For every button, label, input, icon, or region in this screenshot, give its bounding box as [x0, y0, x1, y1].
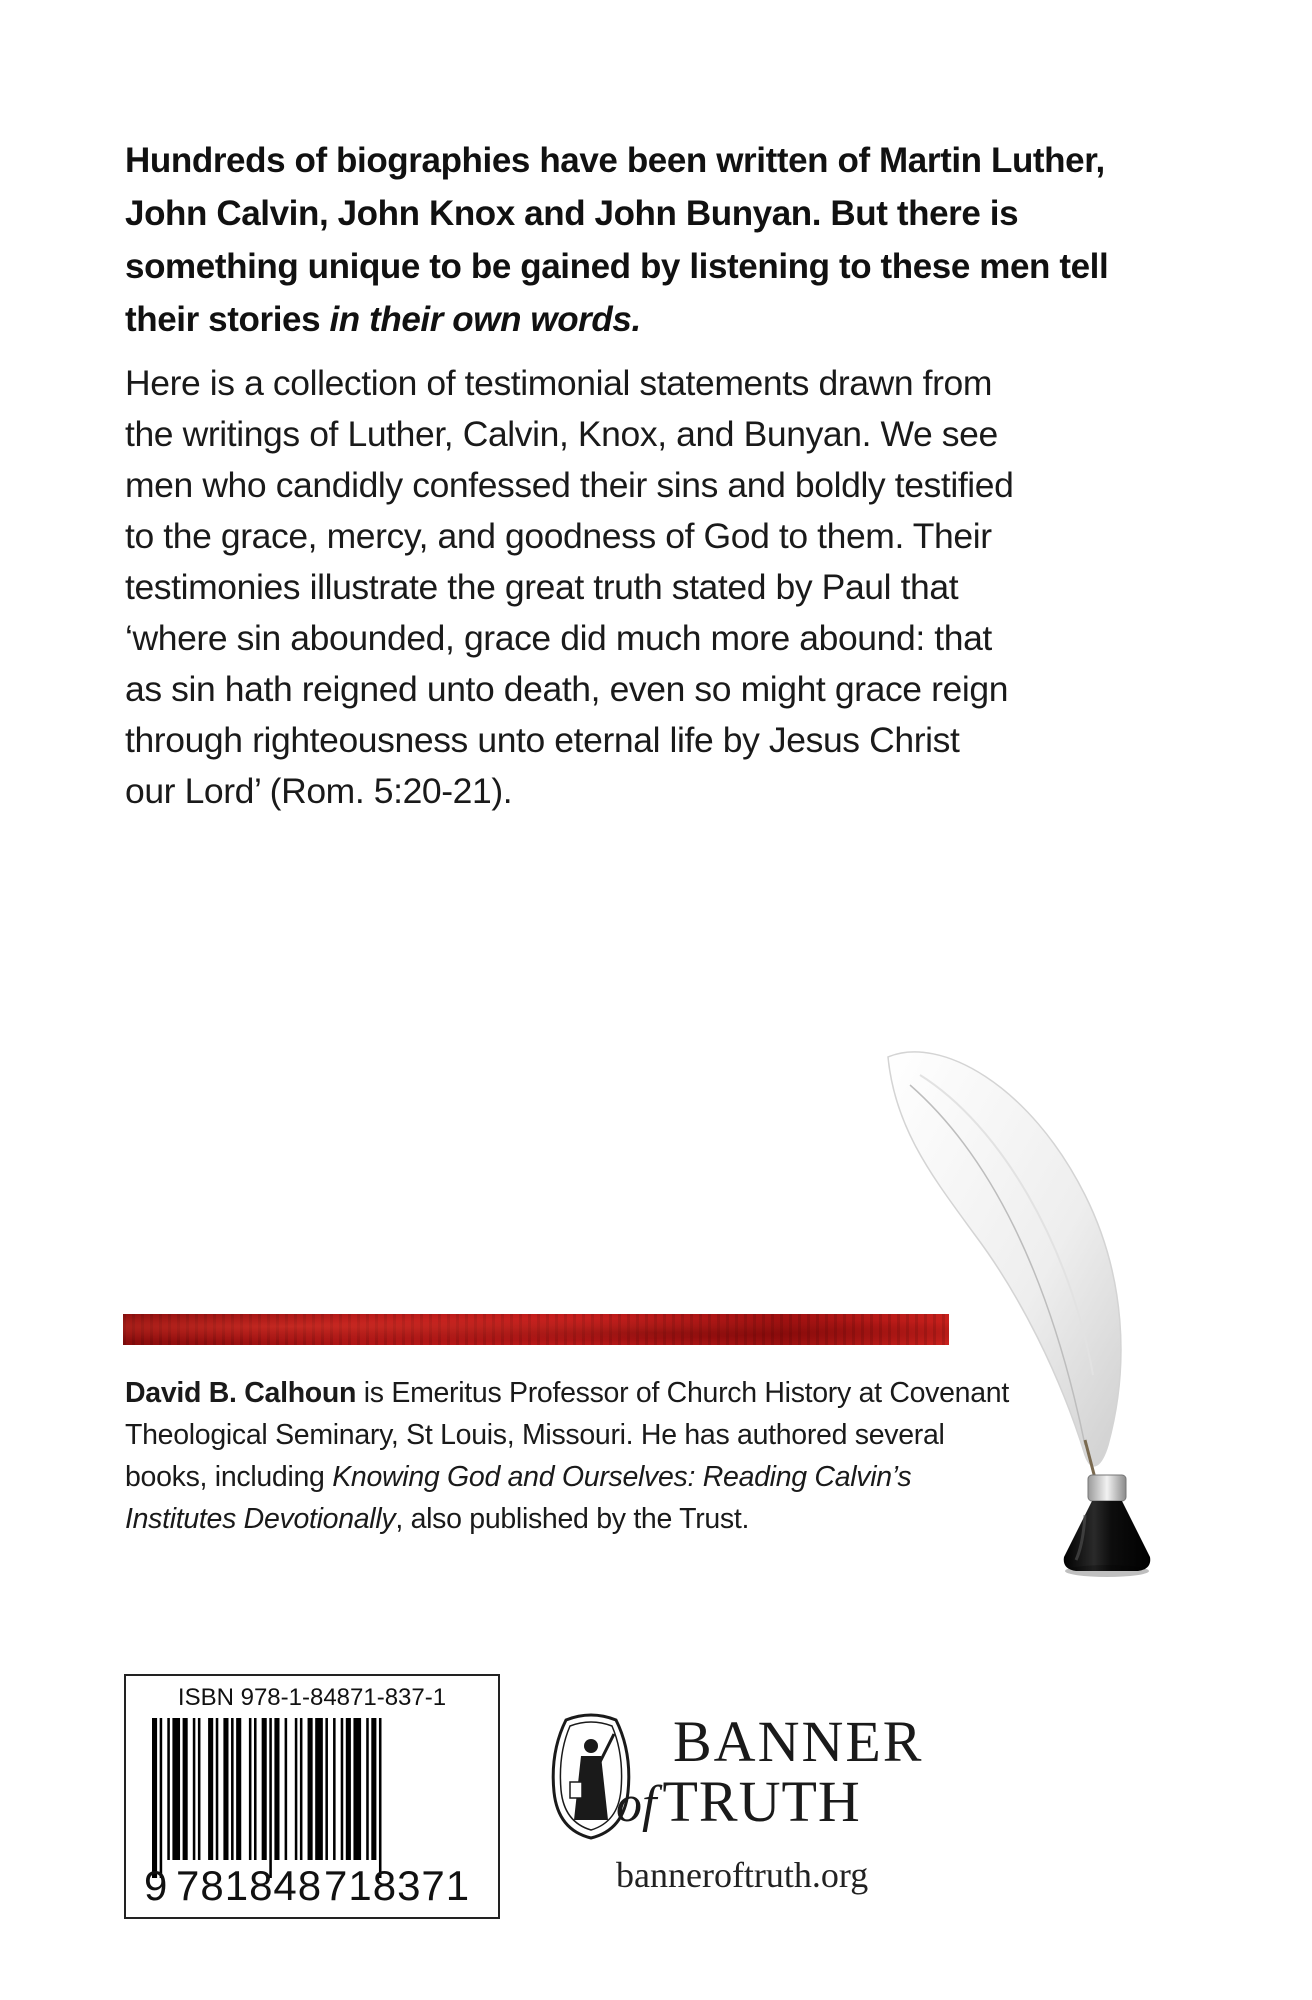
barcode-bar: [308, 1718, 313, 1860]
description-line: as sin hath reigned unto death, even so might grace reign: [125, 669, 1009, 709]
barcode-bar: [216, 1718, 219, 1860]
barcode-bar: [346, 1718, 351, 1860]
lead-text: Hundreds of biographies have been written of Martin Luther, John Calvin, John Knox and John Bunyan. But there is something unique to be gained by listening to these men tell their stories: [125, 141, 1109, 339]
description-line: the writings of Luther, Calvin, Knox, and Bunyan. We see: [125, 414, 998, 454]
isbn-label: ISBN 978-1-84871-837-1: [177, 1684, 447, 1711]
barcode-bar: [198, 1718, 201, 1860]
barcode-bars: [148, 1718, 468, 1878]
barcode-bar: [315, 1718, 323, 1860]
barcode-digits-right: 718371: [324, 1862, 471, 1909]
barcode-bar: [366, 1718, 369, 1860]
barcode-bar: [371, 1718, 376, 1860]
barcode-bar: [167, 1718, 170, 1860]
barcode-bar: [183, 1718, 188, 1860]
barcode-bar: [262, 1718, 267, 1860]
lead-paragraph: [125, 134, 1115, 346]
isbn-barcode: [124, 1674, 500, 1919]
barcode-bar: [152, 1718, 157, 1878]
author-name: David B. Calhoun: [125, 1377, 357, 1409]
publisher-truth: TRUTH: [662, 1769, 861, 1834]
barcode-bar: [379, 1718, 382, 1878]
publisher-name-banner: BANNER: [673, 1709, 924, 1774]
barcode-bar: [353, 1718, 361, 1860]
accent-bar: [123, 1314, 949, 1345]
barcode-bar: [300, 1718, 303, 1860]
barcode-bar: [172, 1718, 180, 1860]
barcode-bar: [249, 1718, 252, 1860]
description-line: our Lord’ (Rom. 5:20-21).: [125, 771, 513, 811]
description-paragraph: [125, 358, 1145, 817]
barcode-bar: [223, 1718, 228, 1860]
description-line: men who candidly confessed their sins and boldly testified: [125, 465, 1014, 505]
barcode-bar: [208, 1718, 213, 1860]
description-line: through righteousness unto eternal life by Jesus Christ: [125, 720, 960, 760]
barcode-bar: [254, 1718, 257, 1860]
lead-emphasis: in their own words.: [329, 300, 641, 339]
description-line: Here is a collection of testimonial statements drawn from: [125, 363, 993, 403]
barcode-bar: [193, 1718, 196, 1860]
barcode-bar: [341, 1718, 344, 1860]
barcode-bar: [333, 1718, 336, 1860]
author-bio-end: , also published by the Trust.: [395, 1503, 750, 1535]
barcode-bar: [295, 1718, 298, 1860]
author-bio-text: is Emeritus Professor of Church History at Covenant Theological Seminary, St Louis, Missouri. He has authored several books, including: [125, 1377, 1009, 1493]
barcode-bar: [285, 1718, 288, 1860]
barcode-bar: [274, 1718, 279, 1860]
barcode-bar: [269, 1718, 272, 1878]
barcode-bar: [236, 1718, 241, 1860]
barcode-bar: [160, 1718, 163, 1878]
description-line: ‘where sin abounded, grace did much more abound: that: [125, 618, 992, 658]
publisher-name-truth: [616, 1769, 861, 1835]
barcode-digit-first: 9: [144, 1862, 168, 1909]
author-bio: [125, 1372, 1025, 1540]
barcode-bar: [325, 1718, 328, 1860]
book-title: Knowing God and Ourselves: Reading Calvin’s Institutes Devotionally: [125, 1461, 912, 1535]
barcode-bar: [231, 1718, 234, 1860]
description-line: to the grace, mercy, and goodness of God to them. Their: [125, 516, 992, 556]
publisher-website: banneroftruth.org: [616, 1855, 869, 1895]
barcode-digits-left: 781848: [176, 1862, 323, 1909]
description-line: testimonies illustrate the great truth stated by Paul that: [125, 567, 959, 607]
publisher-of: of: [616, 1776, 657, 1833]
